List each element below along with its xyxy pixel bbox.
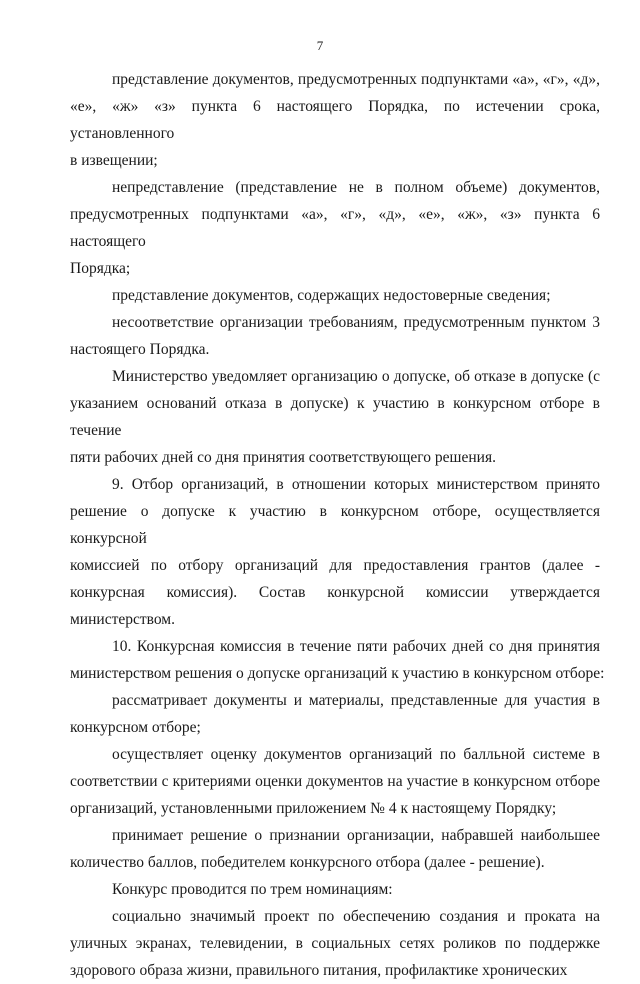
paragraph — [70, 822, 600, 876]
text-line: указанием оснований отказа в допуске) к участию в конкурсном отборе в течение — [70, 395, 600, 439]
paragraph — [70, 687, 600, 741]
paragraph — [70, 903, 600, 984]
text-line: предусмотренных подпунктами «а», «г», «д», «е», «ж», «з» пункта 6 настоящего — [70, 206, 600, 250]
text-line: количество баллов, победителем конкурсного отбора (далее - решение). — [70, 854, 545, 871]
text-line: пяти рабочих дней со дня принятия соответствующего решения. — [70, 449, 496, 466]
page-number: 7 — [316, 38, 324, 53]
text-line: комиссией по отбору организаций для предоставления грантов (далее - — [70, 557, 600, 574]
text-line: непредставление (представление не в полном объеме) документов, — [112, 179, 600, 196]
text-line: министерством решения о допуске организаций к участию в конкурсном отборе: — [70, 665, 605, 682]
text-line: настоящего Порядка. — [70, 341, 210, 358]
paragraph — [70, 174, 600, 282]
paragraph — [70, 309, 600, 363]
text-line: Порядка; — [70, 260, 131, 277]
paragraph — [70, 471, 600, 633]
text-line: 9. Отбор организаций, в отношении которых министерством принято — [112, 476, 600, 493]
text-line: «е», «ж» «з» пункта 6 настоящего Порядка, по истечении срока, установленного — [70, 98, 600, 142]
text-line: в извещении; — [70, 152, 158, 169]
text-line: организаций, установленными приложением № 4 к настоящему Порядку; — [70, 800, 557, 817]
paragraph — [70, 66, 600, 174]
text-line: министерством. — [70, 611, 175, 628]
text-line: здорового образа жизни, правильного питания, профилактике хронических — [70, 962, 568, 979]
text-line: представление документов, предусмотренных подпунктами «а», «г», «д», — [112, 71, 600, 88]
document-body — [70, 66, 605, 984]
text-line: конкурсная комиссия). Состав конкурсной комиссии утверждается — [70, 584, 600, 601]
paragraph — [70, 741, 600, 822]
paragraph — [70, 876, 600, 903]
text-line: принимает решение о признании организации, набравшей наибольшее — [112, 827, 600, 844]
text-line: несоответствие организации требованиям, предусмотренным пунктом 3 — [112, 314, 600, 331]
text-line: представление документов, содержащих недостоверные сведения; — [112, 287, 551, 304]
text-line: Конкурс проводится по трем номинациям: — [112, 881, 393, 898]
text-line: рассматривает документы и материалы, представленные для участия в — [112, 692, 600, 709]
paragraph — [70, 282, 600, 309]
text-line: уличных экранах, телевидении, в социальных сетях роликов по поддержке — [70, 935, 600, 952]
text-line: Министерство уведомляет организацию о допуске, об отказе в допуске (с — [112, 368, 600, 385]
text-line: решение о допуске к участию в конкурсном отборе, осуществляется конкурсной — [70, 503, 600, 547]
text-line: социально значимый проект по обеспечению создания и проката на — [112, 908, 600, 925]
text-line: 10. Конкурсная комиссия в течение пяти рабочих дней со дня принятия — [112, 638, 600, 655]
text-line: соответствии с критериями оценки документов на участие в конкурсном отборе — [70, 773, 600, 790]
text-line: конкурсном отборе; — [70, 719, 201, 736]
paragraph — [70, 633, 605, 687]
text-line: осуществляет оценку документов организаций по балльной системе в — [112, 746, 600, 763]
paragraph — [70, 363, 600, 471]
